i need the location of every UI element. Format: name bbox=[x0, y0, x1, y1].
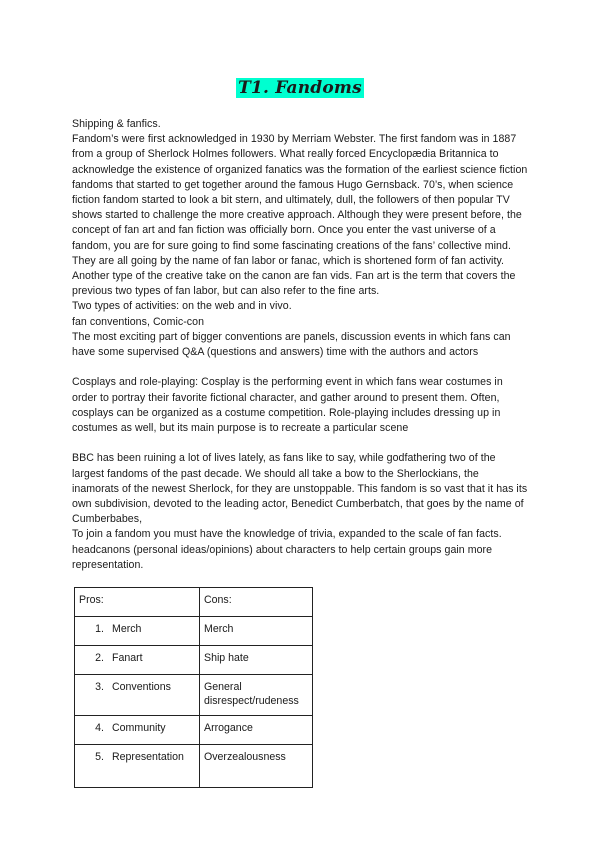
pro-cell bbox=[75, 617, 200, 646]
title-wrap bbox=[72, 78, 528, 98]
con-cell: Merch bbox=[200, 617, 313, 646]
paragraph: Shipping & fanfics. bbox=[72, 118, 161, 130]
con-cell: Arrogance bbox=[200, 716, 313, 745]
con-cell: Overzealousness bbox=[200, 745, 313, 788]
pro-cell bbox=[75, 646, 200, 675]
table-row bbox=[75, 675, 313, 716]
header-cons: Cons: bbox=[200, 588, 313, 617]
paragraph: BBC has been ruining a lot of lives lately, as fans like to say, while godfathering two of the largest fandoms of the past decade. We should all take a bow to the Sherlockians, the inamorats of the newest Sherlock, for they are unstoppable. This fandom is so vast that it has its own subdivision, devoted to the leading actor, Benedict Cumberbatch, that goes by the name of Cumberbabes, bbox=[72, 452, 528, 526]
pro-text: Community bbox=[112, 722, 166, 734]
table-row bbox=[75, 617, 313, 646]
list-number: 4. bbox=[95, 722, 104, 734]
table-row bbox=[75, 745, 313, 788]
body-text bbox=[72, 117, 528, 573]
paragraph: headcanons (personal ideas/opinions) about characters to help certain groups gain more representation. bbox=[72, 543, 493, 571]
pro-cell bbox=[75, 675, 200, 716]
paragraph-cosplay: Cosplays and role-playing: Cosplay is the performing event in which fans wear costumes in order to portray their favorite fictional character, and gather around to present them. Often, cosplays can be organized as a costume competition. Role-playing includes dressing up in costumes as well, but its main purpose is to recreate a particular scene bbox=[72, 376, 503, 435]
list-number: 1. bbox=[95, 623, 104, 635]
paragraph: fan conventions, Comic-con bbox=[72, 315, 205, 328]
list-number: 3. bbox=[95, 681, 104, 693]
pro-cell bbox=[75, 716, 200, 745]
paragraph: To join a fandom you must have the knowledge of trivia, expanded to the scale of fan facts. bbox=[72, 528, 502, 541]
spacer bbox=[72, 436, 528, 451]
document-title: T1. Fandoms bbox=[238, 78, 362, 98]
spacer bbox=[72, 360, 528, 375]
header-pros: Pros: bbox=[75, 588, 200, 617]
pro-text: Representation bbox=[112, 751, 184, 763]
pro-text: Conventions bbox=[112, 681, 171, 693]
table-header-row bbox=[75, 588, 313, 617]
list-number: 5. bbox=[95, 751, 104, 763]
table-row bbox=[75, 716, 313, 745]
paragraph: Two types of activities: on the web and in vivo. bbox=[72, 300, 292, 313]
con-cell: General disrespect/rudeness bbox=[200, 675, 313, 716]
con-cell: Ship hate bbox=[200, 646, 313, 675]
pro-text: Fanart bbox=[112, 652, 143, 664]
paragraph: Fandom’s were first acknowledged in 1930 by Merriam Webster. The first fandom was in 1887 from a group of Sherlock Holmes followers. What really forced Encyclopædia Britannica to acknowledge the existence of organized fanatics was the formation of the earliest science fiction fandoms that started to get together around the famous Hugo Gernsback. 70’s, when science fiction fandom started to look a bit stern, and ultimately, dull, the followers of then popular TV shows started to challenge the more creative approach. Although they were present before, the concept of fan art and fan fiction was officially born. Once you enter the vast universe of a fandom, you are for sure going to find some fascinating creations of the fans’ collective mind. They are all going by the name of fan labor or fanac, which is shortened form of fan activity. Another type of the creative take on the canon are fan vids. Fan art is the term that covers the previous two types of fan labor, but can also refer to the fine arts. bbox=[72, 133, 528, 298]
pro-cell bbox=[75, 745, 200, 788]
list-number: 2. bbox=[95, 652, 104, 664]
pros-cons-table bbox=[74, 587, 313, 788]
paragraph: The most exciting part of bigger conventions are panels, discussion events in which fans can have some supervised Q&A (questions and answers) time with the authors and actors bbox=[72, 330, 511, 359]
table-row bbox=[75, 646, 313, 675]
pro-text: Merch bbox=[112, 623, 142, 635]
